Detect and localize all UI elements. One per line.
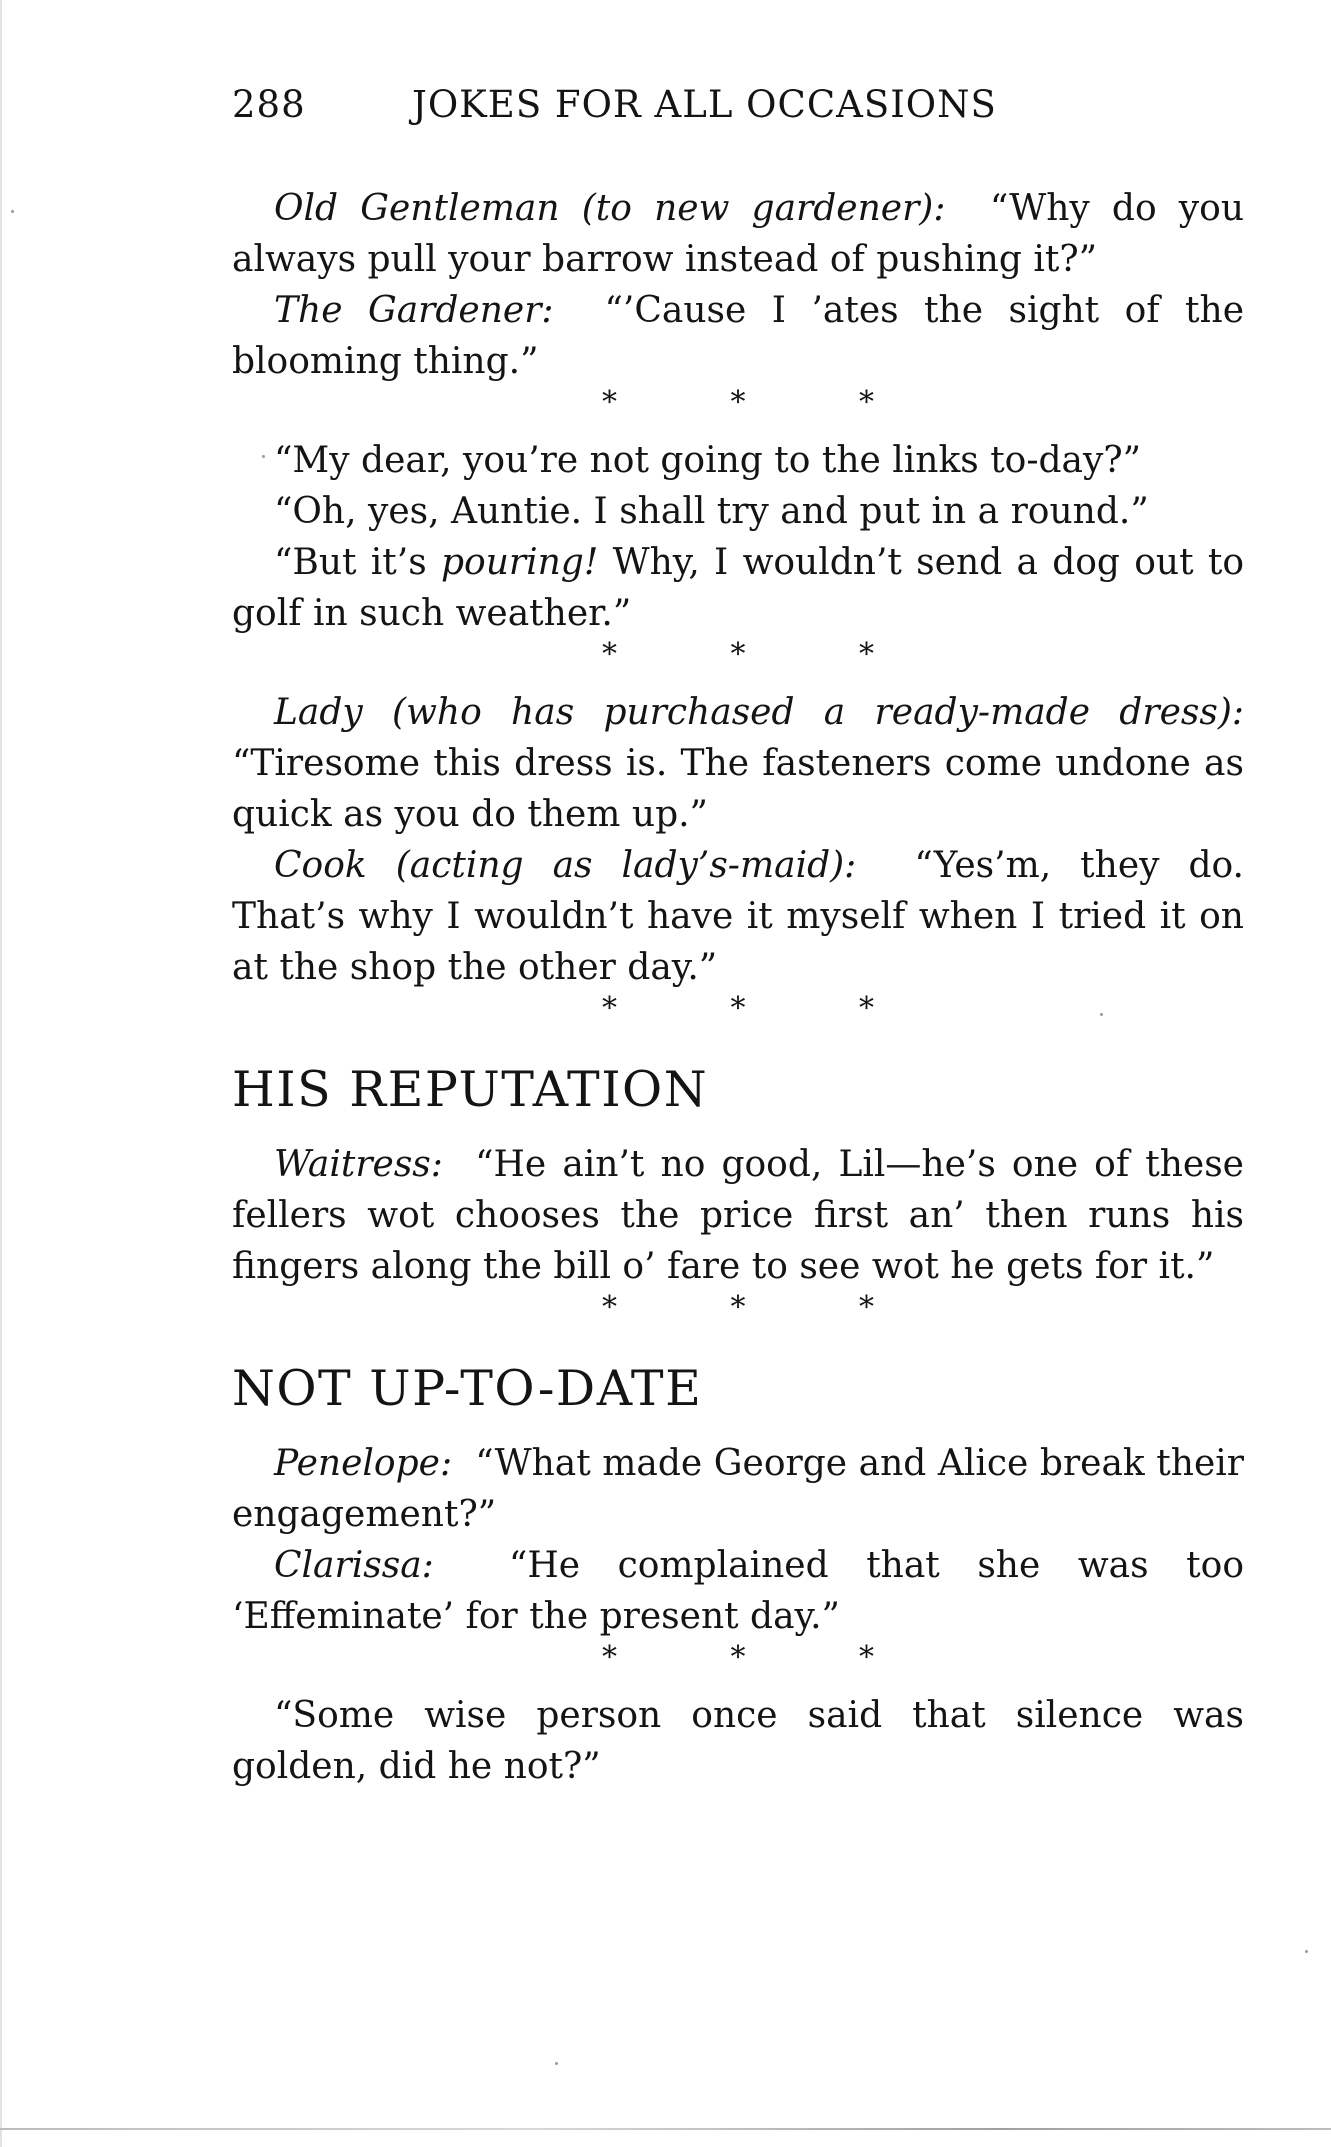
joke2-paragraph1 [232,435,1244,486]
dialogue-text: “Oh, yes, Auntie. I shall try and put in a round.” [274,491,1149,532]
page-number: 288 [232,83,306,126]
speaker-label: Cook (acting as lady’s-maid): [274,845,857,886]
joke6-paragraph1 [232,1690,1244,1792]
joke1-paragraph2 [232,285,1244,387]
page-header [232,82,1052,128]
joke3-paragraph1 [232,687,1244,840]
scan-speck [11,210,14,213]
joke5-paragraph2 [232,1540,1244,1642]
joke4-paragraph1 [232,1139,1244,1292]
dialogue-text: “Yes’m, they do. That’s why I wouldn’t have it myself when I tried it on at the shop the other day.” [232,845,1245,988]
dialogue-text: “But it’s [274,542,441,583]
joke2-paragraph3 [232,537,1244,639]
speaker-label: Lady (who has purchased a ready-made dress): [274,692,1244,733]
dialogue-text: “What made George and Alice break their engagement?” [232,1443,1244,1535]
section-heading-his-reputation: HIS REPUTATION [232,1061,709,1118]
page-left-edge [0,0,2,2147]
speaker-label: Old Gentleman (to new gardener): [274,188,946,229]
section-heading-not-up-to-date: NOT UP-TO-DATE [232,1360,703,1417]
scan-speck [1100,1013,1103,1016]
dialogue-text: “He complained that she was too ‘Effeminate’ for the present day.” [232,1545,1244,1637]
section-separator: * * * [601,637,927,672]
dialogue-text: “Why do you always pull your barrow instead of pushing it?” [232,188,1245,280]
scan-speck [1305,1950,1308,1953]
dialogue-text: “Tiresome this dress is. The fasteners come undone as quick as you do them up.” [232,743,1244,835]
joke2-paragraph2 [232,486,1244,537]
joke5-paragraph1 [232,1438,1244,1540]
dialogue-text: Why, I wouldn’t send a dog out to golf in such weather.” [232,542,1244,634]
dialogue-text: “Some wise person once said that silence was golden, did he not?” [232,1695,1244,1787]
page-bottom-edge [0,2128,1331,2130]
page-content [232,183,1244,1792]
section-separator: * * * [601,1290,927,1325]
speaker-label: Penelope: [274,1443,453,1484]
section-separator: * * * [601,385,927,420]
dialogue-text: “He ain’t no good, Lil—he’s one of these fellers wot chooses the price first an’ then runs his fingers along the bill o’ fare to see wot he gets for it.” [232,1144,1244,1287]
scan-speck [555,2062,558,2065]
section-separator: * * * [601,1640,927,1675]
speaker-label: The Gardener: [274,290,554,331]
joke3-paragraph2 [232,840,1244,993]
speaker-label: Clarissa: [274,1545,434,1586]
speaker-label: Waitress: [274,1144,443,1185]
scan-speck [262,455,265,458]
dialogue-text: “’Cause I ’ates the sight of the blooming thing.” [232,290,1245,382]
dialogue-text: “My dear, you’re not going to the links to-day?” [274,440,1142,481]
running-title: JOKES FOR ALL OCCASIONS [412,83,997,126]
joke1-paragraph1 [232,183,1244,285]
section-separator: * * * [601,991,927,1026]
emphasis-text: pouring! [440,542,599,583]
